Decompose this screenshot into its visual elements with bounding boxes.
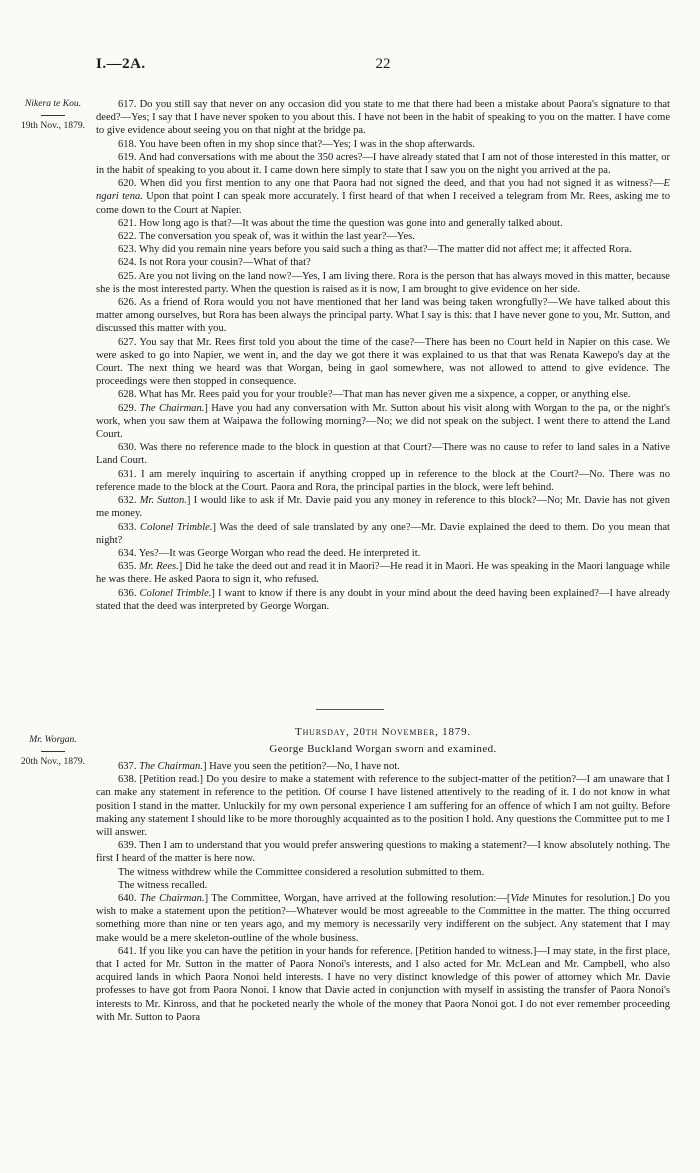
witness-recalled-note: The witness recalled.	[118, 879, 208, 891]
paragraph-635: 635. Mr. Rees.] Did he take the deed out and read it in Maori?—He read it in Maori. He was speaking in the Maori language while he was there. He asked Paora to sign it, who refused.	[96, 561, 670, 586]
paragraph-637: 637. The Chairman.] Have you seen the petition?—No, I have not.	[118, 761, 400, 772]
paragraph-641: 641. If you like you can have the petition in your hands for reference. [Petition handed to witness.]—I may state, in the first place, that I acted for Mr. Sutton in the matter of Paora Nonoi's interests, and I also acted for Mr. McLean and Mr. Campbell, who also acquired lands in which Paora Nonoi held interests. I have no very distinct knowledge of this power of attorney which Mr. Davie professes to have got from Paora Nonoi. I know that Davie acted in conjunction with myself in assisting the transfer of Paora Nonoi's interests to Mr. Kinross, and that he pocketed nearly the whole of the money that Paora Nonoi got. I do not ever remember proceeding with Mr. Sutton to Paora	[96, 945, 670, 1023]
paragraph-632: 632. Mr. Sutton.] I would like to ask if Mr. Davie paid you any money in reference to this block?—No; Mr. Davie has not given me money.	[96, 495, 671, 520]
margin-note-witness-1	[12, 98, 94, 132]
margin-witness-name: Mr. Worgan.	[29, 734, 77, 745]
page-number: 22	[375, 56, 391, 72]
paragraph-628: 628. What has Mr. Rees paid you for your trouble?—That man has never given me a sixpence, a copper, or anything else.	[118, 389, 631, 401]
paragraph-622: 622. The conversation you speak of, was it within the last year?—Yes.	[118, 231, 415, 243]
testimony-section-2	[96, 760, 670, 1024]
paragraph-634: 634. Yes?—It was George Worgan who read the deed. He interpreted it.	[118, 547, 421, 559]
paragraph-626: 626. As a friend of Rora would you not have mentioned that her land was being taken wrongfully?—We have talked about this matter among ourselves, but Rora has been always the principal party. What I say is this: that I have never gone to you, Mr. Sutton, and discussed this matter with you.	[96, 297, 670, 335]
paragraph-636: 636. Colonel Trimble.] I want to know if there is any doubt in your mind about the deed having been explained?—I have already stated that the deed was interpreted by George Worgan.	[96, 587, 671, 612]
paragraph-638: 638. [Petition read.] Do you desire to make a statement with reference to the subject-matter of the petition?—I am unaware that I can make any statement in reference to the petition. Of course I have listened attentively to the reading of it. I do not know in what position I stand in the matter. Unluckily for my own personal experience I am suffering for an offence of which I am not guilty. Before making any statement I should like to be more thoroughly acquainted as to the position I hold. Any questions the Committee put to me I will answer.	[96, 774, 670, 839]
paragraph-639: 639. Then I am to understand that you would prefer answering questions to making a statement?—I know absolutely nothing. The first I heard of the matter is here now.	[96, 840, 670, 865]
witness-withdrew-note: The witness withdrew while the Committee considered a resolution submitted to them.	[118, 866, 485, 878]
session-date: Thursday, 20th November, 1879.	[295, 726, 471, 738]
margin-witness-name: Nikera te Kou.	[24, 98, 82, 109]
paragraph-624: 624. Is not Rora your cousin?—What of that?	[118, 257, 311, 269]
paragraph-630: 630. Was there no reference made to the block in question at that Court?—There was no cause to refer to land sales in a Native Land Court.	[96, 442, 670, 467]
section-divider	[316, 709, 384, 710]
margin-rule	[41, 115, 65, 116]
paragraph-629: 629. The Chairman.] Have you had any conversation with Mr. Sutton about his visit along with Worgan to the pa, or the night's work, when you saw them at Waipawa the following morning?—No; we did not speak on the subject. I went there to attend the Land Court.	[96, 402, 671, 441]
margin-note-witness-2	[12, 734, 94, 768]
paragraph-620: 620. When did you first mention to any one that Paora had not signed the deed, and that you had not signed it as witness?—E ngari tena. Upon that point I can speak more accurately. I first heard of that when I received a telegram from Mr. Rees, asking me to come down to the Court at Napier.	[96, 178, 670, 216]
paragraph-633: 633. Colonel Trimble.] Was the deed of sale translated by any one?—Mr. Davie explained the deed to them. Do you mean that night?	[96, 521, 670, 546]
section-heading	[96, 725, 670, 756]
paragraph-623: 623. Why did you remain nine years before you said such a thing as that?—The matter did not affect me; it affected Rora.	[118, 244, 632, 256]
margin-date: 19th Nov., 1879.	[20, 120, 86, 131]
paragraph-625: 625. Are you not living on the land now?—Yes, I am living there. Rora is the person that has always moved in this matter, because she is the most interested party. When the question is raised as it is now, I am brought to give evidence on her side.	[96, 270, 670, 295]
margin-rule	[41, 751, 65, 752]
margin-date: 20th Nov., 1879.	[20, 756, 86, 767]
paragraph-631: 631. I am merely inquiring to ascertain if anything cropped up in reference to the block at the Court?—No. There was no reference made to the block at the Court. Paora and Rora, the principal parties in the block, were left behind.	[96, 468, 670, 493]
paragraph-618: 618. You have been often in my shop since that?—Yes; I was in the shop afterwards.	[118, 138, 475, 150]
paragraph-627: 627. You say that Mr. Rees first told you about the time of the case?—There has been no Court held in Napier on this case. We were asked to go into Napier, we went in, and the day we got there it was explained to us that that was Renata Kawepo's day at the Court. The next thing we heard was that Worgan, being in gaol somewhere, was not allowed to attend to give evidence. The proceedings were then stopped in consequence.	[96, 336, 670, 388]
paragraph-621: 621. How long ago is that?—It was about the time the question was gone into and generally talked about.	[118, 217, 563, 229]
testimony-section-1	[96, 98, 670, 613]
paragraph-640: 640. The Chairman.] The Committee, Worgan, have arrived at the following resolution:—[Vide Minutes for resolution.] Do you wish to make a statement upon the petition?—Whatever would be most agreeable to the Committee in the matter. The thing occurred something more than nine or ten years ago, and my memory is necessarily very indifferent on the subject. Any statement that I may make would be a mere skeleton-outline of the whole business.	[96, 893, 671, 944]
paragraph-617: 617. Do you still say that never on any occasion did you state to me that there had been a mistake about Paora's signature to that deed?—Yes; I say that I have never spoken to you about this. I have not been in the habit of speaking to you on the matter. I have come to give evidence about seeing you on that night at the bridge pa.	[96, 99, 670, 137]
page-header	[96, 56, 670, 76]
paragraph-619: 619. And had conversations with me about the 350 acres?—I have already stated that I am not of those interested in this matter, or in the habit of speaking to you about it. I came down here simply to state that I saw you on the night you arrived at the pa.	[96, 151, 670, 177]
document-reference: I.—2A.	[96, 56, 146, 72]
witness-sworn-line: George Buckland Worgan sworn and examined.	[269, 743, 497, 755]
